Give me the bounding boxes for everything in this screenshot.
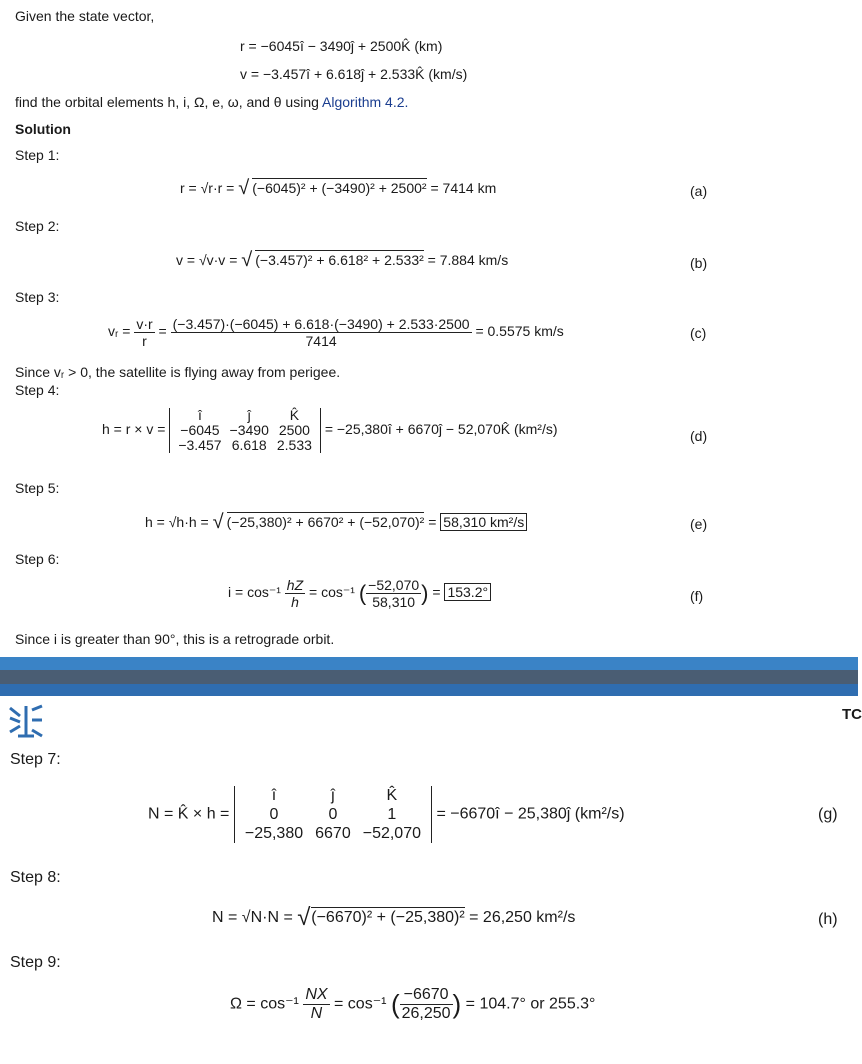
eq-d-matrix-cell: 2.533 xyxy=(276,437,312,453)
page-divider-top xyxy=(0,657,858,670)
eq-d-matrix-cell: 6.618 xyxy=(231,437,267,453)
eq-g-lhs: N = K̂ × h = xyxy=(148,805,230,823)
eq-i-num: −6670 xyxy=(400,986,453,1005)
eq-b-sqrt: √ (−3.457)² + 6.618² + 2.533² xyxy=(241,249,424,271)
eq-d-lhs: h = r × v = xyxy=(102,421,166,438)
since-i-text: Since i is greater than 90°, this is a retrograde orbit. xyxy=(15,631,335,647)
eq-h-sqrt: √ (−6670)² + (−25,380)² xyxy=(297,904,465,931)
eq-i-frac-den: N xyxy=(310,1005,323,1022)
eq-f-label: (f) xyxy=(690,588,704,604)
eq-c-frac-main xyxy=(171,316,472,349)
equation-d xyxy=(102,408,558,453)
intro-text: Given the state vector, xyxy=(15,8,155,24)
eq-g-matrix xyxy=(234,786,432,843)
algorithm-link[interactable]: Algorithm 4.2. xyxy=(322,94,409,110)
step-5-label: Step 5: xyxy=(15,480,60,496)
eq-c-label: (c) xyxy=(690,325,707,341)
eq-e-sqrt: √ (−25,380)² + 6670² + (−52,070)² xyxy=(212,511,425,533)
eq-g-matrix-cell: 0 xyxy=(269,806,279,823)
equation-e xyxy=(145,511,527,533)
step-8-label: Step 8: xyxy=(10,869,61,886)
eq-g-label: (g) xyxy=(818,806,838,823)
equation-h xyxy=(212,904,576,931)
eq-d-matrix-cell: −3490 xyxy=(229,422,269,438)
eq-a-label: (a) xyxy=(690,183,708,199)
eq-e-boxed-result: 58,310 km²/s xyxy=(440,513,527,531)
state-vector-v: v = −3.457î + 6.618ĵ + 2.533K̂ (km/s) xyxy=(240,66,468,82)
eq-d-matrix-cell: −6045 xyxy=(180,422,220,438)
eq-h-lhs: N = √N·N = xyxy=(212,909,293,926)
step-1-label: Step 1: xyxy=(15,147,60,163)
eq-i-lhs: Ω = cos⁻¹ xyxy=(230,995,299,1013)
page-divider-bottom xyxy=(0,684,858,696)
equation-a xyxy=(180,177,497,199)
eq-f-den: 58,310 xyxy=(372,594,416,610)
equation-b xyxy=(176,249,509,271)
corner-header-text: TC xyxy=(842,706,862,723)
eq-d-matrix-cell: î xyxy=(197,407,202,423)
eq-f-num: −52,070 xyxy=(368,577,420,593)
eq-g-matrix-cell: 6670 xyxy=(315,825,351,842)
eq-e-lhs: h = √h·h = xyxy=(145,514,209,530)
eq-b-radicand: (−3.457)² + 6.618² + 2.533² xyxy=(255,252,424,268)
eq-c-den: 7414 xyxy=(305,333,337,349)
eq-g-matrix-cell: î xyxy=(271,787,277,804)
eq-i-frac-num: NX xyxy=(305,986,328,1003)
eq-d-matrix xyxy=(169,408,321,453)
publisher-logo-icon xyxy=(6,702,46,740)
step-7-label: Step 7: xyxy=(10,751,61,768)
equation-g xyxy=(148,786,625,843)
eq-f-frac-main xyxy=(366,577,421,610)
equation-c: vᵣ = $\frac{v\cdot r}{r}$ = $\frac{(-3.457)\cdot(-6045) + 6.618\cdot(-3490) + 2.533\cdot 2500}{7414}$ = 0.5575 km/s xyxy=(108,316,564,349)
eq-g-matrix-cell: ĵ xyxy=(331,787,335,804)
eq-f-eq: = xyxy=(432,584,441,601)
eq-f-lhs: i = cos⁻¹ xyxy=(228,584,281,601)
eq-g-matrix-cell: 1 xyxy=(387,806,397,823)
eq-a-radicand: (−6045)² + (−3490)² + 2500² xyxy=(252,180,427,196)
eq-a-lhs: r = √r·r = xyxy=(180,180,235,196)
eq-g-matrix-cell: −52,070 xyxy=(362,825,421,842)
eq-c-lhs: vᵣ = xyxy=(108,323,131,340)
eq-d-matrix-cell: ĵ xyxy=(247,407,251,423)
eq-b-label: (b) xyxy=(690,255,708,271)
eq-d-matrix-cell: 2500 xyxy=(278,422,310,438)
eq-e-label: (e) xyxy=(690,516,708,532)
step-6-label: Step 6: xyxy=(15,551,60,567)
page-divider-middle xyxy=(0,670,858,684)
eq-i-frac-main xyxy=(400,986,453,1023)
eq-e-eq: = xyxy=(428,514,437,530)
eq-i-den: 26,250 xyxy=(401,1005,451,1022)
find-text-body: find the orbital elements h, i, Ω, e, ω, and θ using xyxy=(15,94,319,110)
eq-d-label: (d) xyxy=(690,428,708,444)
eq-i-frac-small xyxy=(303,986,329,1023)
eq-h-rhs: = 26,250 km²/s xyxy=(469,909,576,926)
eq-c-rhs: = 0.5575 km/s xyxy=(475,323,564,340)
eq-b-rhs: = 7.884 km/s xyxy=(427,252,509,268)
eq-d-rhs: = −25,380î + 6670ĵ − 52,070K̂ (km²/s) xyxy=(324,421,558,438)
eq-g-matrix-cell: 0 xyxy=(328,806,338,823)
eq-i-rhs: = 104.7° or 255.3° xyxy=(465,995,596,1013)
step-3-label: Step 3: xyxy=(15,289,60,305)
eq-a-sqrt: √ (−6045)² + (−3490)² + 2500² xyxy=(238,177,427,199)
eq-f-mid: = cos⁻¹ xyxy=(309,584,355,601)
eq-g-matrix-cell: K̂ xyxy=(386,787,398,804)
eq-d-matrix-cell: −3.457 xyxy=(178,437,222,453)
eq-c-frac-den: r xyxy=(142,333,147,349)
step-4-label: Step 4: xyxy=(15,382,60,398)
eq-f-frac-den: h xyxy=(291,594,299,610)
eq-h-label: (h) xyxy=(818,911,838,928)
eq-i-mid: = cos⁻¹ xyxy=(334,995,387,1013)
eq-b-lhs: v = √v·v = xyxy=(176,252,238,268)
find-text xyxy=(15,94,408,110)
eq-c-frac-small xyxy=(134,316,154,349)
eq-c-num: (−3.457)·(−6045) + 6.618·(−3490) + 2.533·2500 xyxy=(172,316,470,332)
step-9-label: Step 9: xyxy=(10,954,61,971)
state-vector-r: r = −6045î − 3490ĵ + 2500K̂ (km) xyxy=(240,38,443,54)
eq-g-matrix-cell: −25,380 xyxy=(244,825,304,842)
eq-f-frac-num: hZ xyxy=(286,577,304,593)
equation-f: i = cos⁻¹ $\frac{hZ}{h}$ = cos⁻¹ ( $\frac{-52,070}{58,310}$ ) = 153.2° xyxy=(228,577,491,610)
eq-c-frac-num: v·r xyxy=(136,316,153,332)
solution-heading: Solution xyxy=(15,121,71,137)
eq-d-matrix-cell: K̂ xyxy=(289,407,300,423)
eq-e-radicand: (−25,380)² + 6670² + (−52,070)² xyxy=(226,514,425,530)
eq-h-radicand: (−6670)² + (−25,380)² xyxy=(311,909,465,926)
eq-f-boxed-result: 153.2° xyxy=(444,583,491,601)
eq-f-frac-small xyxy=(285,577,305,610)
equation-i: Ω = cos⁻¹ $\frac{NX}{N}$ = cos⁻¹ ( $\frac{-6670}{26,250}$ ) = 104.7° or 255.3° xyxy=(230,986,596,1022)
since-vr-text: Since vᵣ > 0, the satellite is flying away from perigee. xyxy=(15,364,341,380)
step-2-label: Step 2: xyxy=(15,218,60,234)
eq-a-rhs: = 7414 km xyxy=(430,180,497,196)
eq-g-rhs: = −6670î − 25,380ĵ (km²/s) xyxy=(436,805,625,823)
